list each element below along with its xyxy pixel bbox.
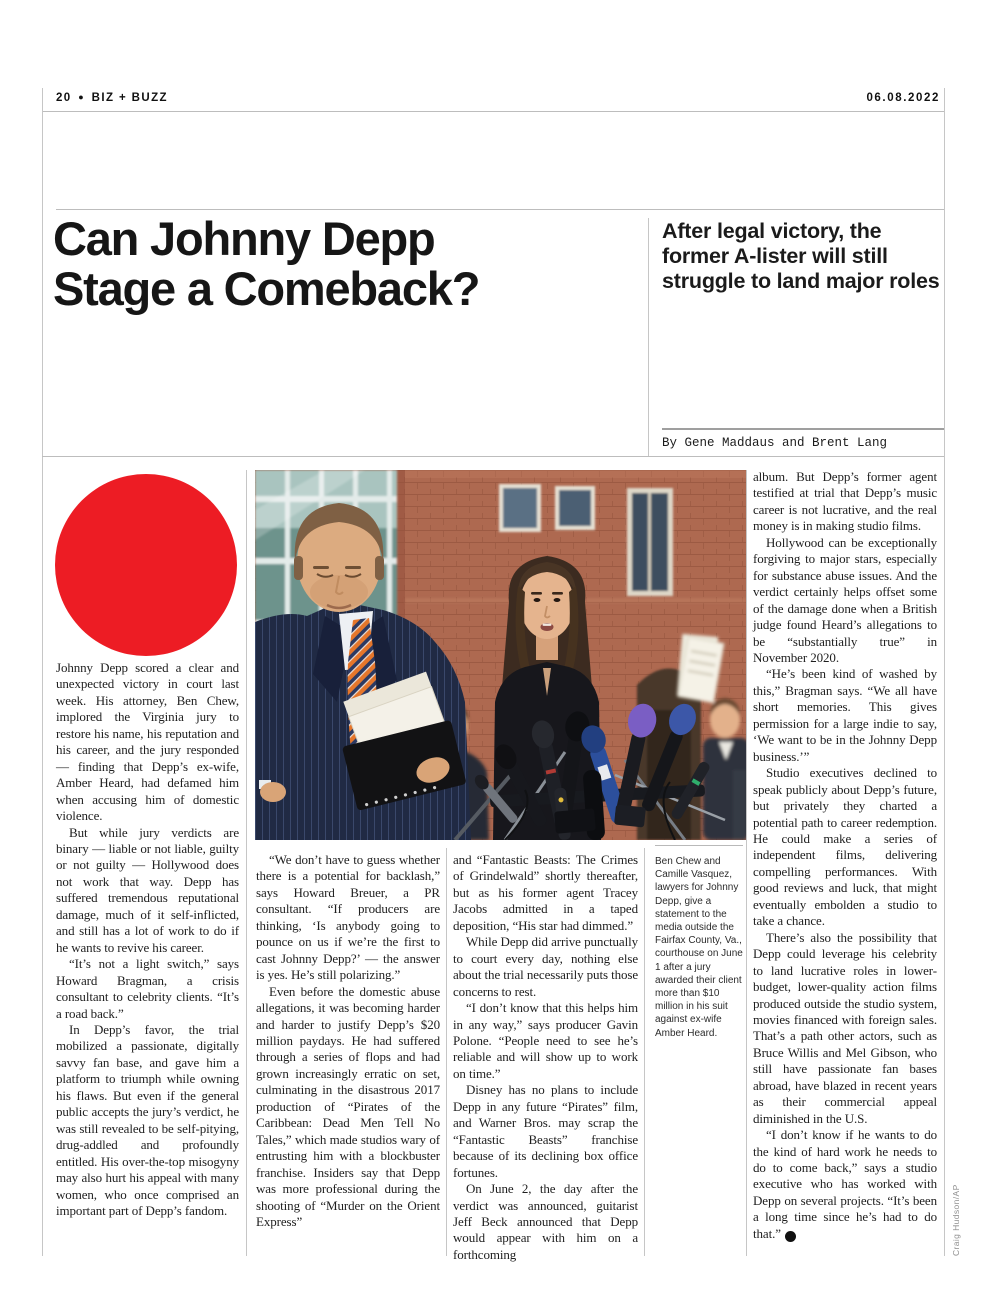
red-circle-graphic: [55, 474, 237, 656]
body-paragraph: “He’s been kind of washed by this,” Bragman says. “We all have short memories. This gives permission for a large indie to say, ‘We want to be in the Johnny Depp business.’”: [753, 666, 937, 764]
body-column-4: [753, 469, 937, 1242]
body-paragraph: “We don’t have to guess whether there is a potential for backlash,” says Howard Breuer, a PR consultant. “If producers are thinking, ‘Is anybody going to pounce on us if we’re the first to cast Johnny Depp?’ — the answer is yes. He’s still polarizing.”: [256, 852, 440, 983]
body-column-3: [453, 852, 638, 1263]
courthouse-photo: [255, 470, 746, 840]
bullet-icon: ●: [78, 92, 86, 102]
headline-top-rule: [56, 209, 944, 210]
body-paragraph: “It’s not a light switch,” says Howard Bragman, a crisis consultant to celebrity clients. “It’s a road back.”: [56, 956, 239, 1021]
column-divider-2: [446, 848, 447, 1256]
variety-end-mark: V: [785, 1231, 796, 1242]
body-paragraph: There’s also the possibility that Depp could leverage his celebrity to land lucrative roles in lower-budget, lower-quality action films produced outside the studio system, movies financed with foreign sales. That’s a path other actors, such as Bruce Willis and Mel Gibson, who still have passionate fan bases abroad, have blazed in recent years as their commercial appeal diminished in the U.S.: [753, 929, 937, 1126]
page-kicker: [56, 92, 168, 104]
article-standfirst: After legal victory, the former A-lister will still struggle to land major roles: [662, 219, 940, 293]
article-byline: By Gene Maddaus and Brent Lang: [662, 436, 888, 450]
courthouse-photo-svg: [255, 470, 746, 840]
photo-caption: Ben Chew and Camille Vasquez, lawyers for Johnny Depp, give a statement to the media outside the Fairfax County, Va., courthouse on June 1 after a jury awarded their client more than $10 million in his suit against ex-wife Amber Heard.: [655, 845, 743, 1040]
column-divider-3: [644, 848, 645, 1256]
article-headline: [53, 214, 479, 314]
right-frame-rule: [944, 88, 945, 1256]
left-frame-rule: [42, 88, 43, 1256]
header-rule: [42, 111, 944, 112]
headline-line-2: Stage a Comeback?: [53, 262, 480, 315]
body-paragraph: Studio executives declined to speak publicly about Depp’s future, but privately they charted a potential path to career redemption. He could make a series of independent films, delivering compelling performances. With good reviews and luck, that might eventually embolden a studio to take a chance.: [753, 765, 937, 929]
page-number: 20: [56, 92, 72, 104]
body-paragraph: While Depp did arrive punctually to court every day, nothing else about the trial necessarily puts those concerns to rest.: [453, 934, 639, 999]
body-paragraph: “I don’t know that this helps him in any way,” says producer Gavin Polone. “People need to see he’s reliable and will show up to work on time.”: [453, 1000, 638, 1081]
body-paragraph: Even before the domestic abuse allegations, it was becoming harder and harder to justify Depp’s $20 million paydays. He had suffered through a series of flops and had grown increasingly erratic on set, culminating in the disastrous 2017 production of “Pirates of the Caribbean: Dead Men Tell No Tales,” which made studios wary of entrusting him with a blockbuster franchise. Insiders say that Depp was more professional during the shooting of “Murder on the Orient Express”: [256, 983, 440, 1229]
standfirst-divider-rule: [648, 218, 649, 456]
body-paragraph: In Depp’s favor, the trial mobilized a passionate, digitally savvy fan base, and gave him a platform to triumph while owning his flaws. But even if the general public accepts the jury’s verdict, he was still revealed to be self-pitying, drug-addled and profoundly entitled. His over-the-top misogyny may also hurt his appeal with many women, who once comprised an important part of Depp’s fandom.: [56, 1021, 239, 1218]
body-paragraph: Johnny Depp scored a clear and unexpected victory in court last week. His attorney, Ben Chew, implored the Virginia jury to restore his name, his reputation and his career, and the jury responded — finding that Depp’s ex-wife, Amber Heard, had defamed him when accusing him of domestic violence.: [56, 660, 239, 824]
column-divider-1: [246, 470, 247, 1256]
body-paragraph: and “Fantastic Beasts: The Crimes of Grindelwald” shortly thereafter, but as his former agent Tracey Jacobs admitted in a taped deposition, “His star had dimmed.”: [453, 852, 638, 933]
section-label: BIZ + BUZZ: [91, 92, 168, 104]
body-paragraph: But while jury verdicts are binary — liable or not liable, guilty or not guilty — Hollywood does not work that way. Depp has suffered tremendous reputational damage, much of it self-inflicted, and still has a lot of work to do if he wants to revive his career.: [56, 824, 239, 955]
header-bottom-rule: [42, 456, 944, 457]
body-paragraph: Disney has no plans to include Depp in any future “Pirates” film, and Warner Bros. may scrap the “Fantastic Beasts” franchise because of its declining box office fortunes.: [453, 1082, 638, 1180]
body-paragraph: On June 2, the day after the verdict was announced, guitarist Jeff Beck announced that Depp would appear with him on a forthcoming: [453, 1181, 638, 1262]
body-paragraph: album. But Depp’s former agent testified at trial that Depp’s music career is not lucrative, and the real money is in making studio films.: [753, 469, 937, 534]
body-column-2: [256, 852, 440, 1230]
body-paragraph: “I don’t know if he wants to do the kind of hard work he needs to do to come back,” says a studio executive who has worked with Depp on several projects. “It’s been a long time since he’s had to do that.” V: [753, 1127, 937, 1241]
headline-line-1: Can Johnny Depp: [53, 212, 435, 265]
column-divider-4: [746, 470, 747, 1256]
body-column-1: [56, 660, 239, 1219]
issue-date: 06.08.2022: [866, 92, 940, 104]
photo-credit: Craig Hudson/AP: [951, 1184, 961, 1256]
body-paragraph: Hollywood can be exceptionally forgiving to major stars, especially for substance abuse issues. And the verdict certainly helps offset some of the damage done when a British judge found Heard’s allegations to be “substantially true” in November 2020.: [753, 534, 937, 665]
byline-rule: [662, 428, 944, 430]
